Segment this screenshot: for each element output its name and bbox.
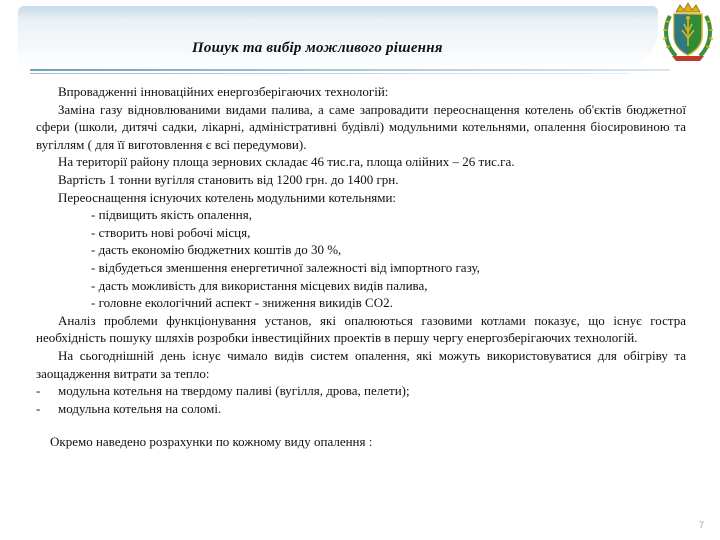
bullet-item: - дасть можливість для використання місцевих видів палива, [91,277,428,293]
bullet-item: - підвищить якість опалення, [91,207,252,223]
paragraph-analysis: Аналіз проблеми функціонування установ, які опалюються газовими котлами показує, що існує гостра необхідність пошуку шляхів розробки інвестиційних проектів в першу чергу енергозберігаючих технологій. [36,312,686,346]
coat-of-arms-icon [660,2,716,64]
option-text: модульна котельня на твердому паливі (вугілля, дрова, пелети); [58,383,410,399]
bullet-item: - створить нові робочі місця, [91,224,251,240]
option-item [36,382,686,400]
closing-text: Окремо наведено розрахунки по кожному виду опалення : [50,434,373,450]
page-number: 7 [698,520,704,530]
bullet-item: - головне екологічний аспект - зниження викидів СО2. [91,295,393,311]
spacer [36,417,686,433]
bullet-item: - дасть економію бюджетних коштів до 30 %, [91,242,342,258]
option-text: модульна котельня на соломі. [58,400,222,416]
header-band [18,6,658,70]
option-dash: - [36,400,41,416]
header-divider-thin [30,73,630,74]
paragraph-reequipment: Переоснащення існуючих котелень модульними котельнями: [58,189,397,205]
bullet-item: - відбудеться зменшення енергетичної залежності від імпортного газу, [91,259,480,275]
option-dash: - [36,383,41,399]
paragraph-coal-price: Вартість 1 тонни вугілля становить від 1200 грн. до 1400 грн. [58,171,399,187]
intro-text: Впровадженні інноваційних енергозберігаючих технологій: [58,84,389,99]
slide-title: Пошук та вибір можливого рішення [192,40,443,56]
header-divider [30,69,670,71]
slide-body [36,83,686,451]
paragraph-crop-area: На території району площа зернових складає 46 тис.га, площа олійних – 26 тис.га. [58,154,515,170]
option-item [36,400,686,418]
paragraph-fuel-replacement: Заміна газу відновлюваними видами палива, а саме запровадити переоснащення котелень об'єктів бюджетної сфери (школи, дитячі садки, лікарні, адміністративні будівлі) модульними котельнями, опалення біосировиною та вугіллям ( для її виготовлення є всі передумови). [36,101,686,152]
paragraph-heating-systems: На сьогоднішній день існує чимало видів систем опалення, які можуть використовуватися для обігріву та заощадження витрати за тепло: [36,347,686,381]
